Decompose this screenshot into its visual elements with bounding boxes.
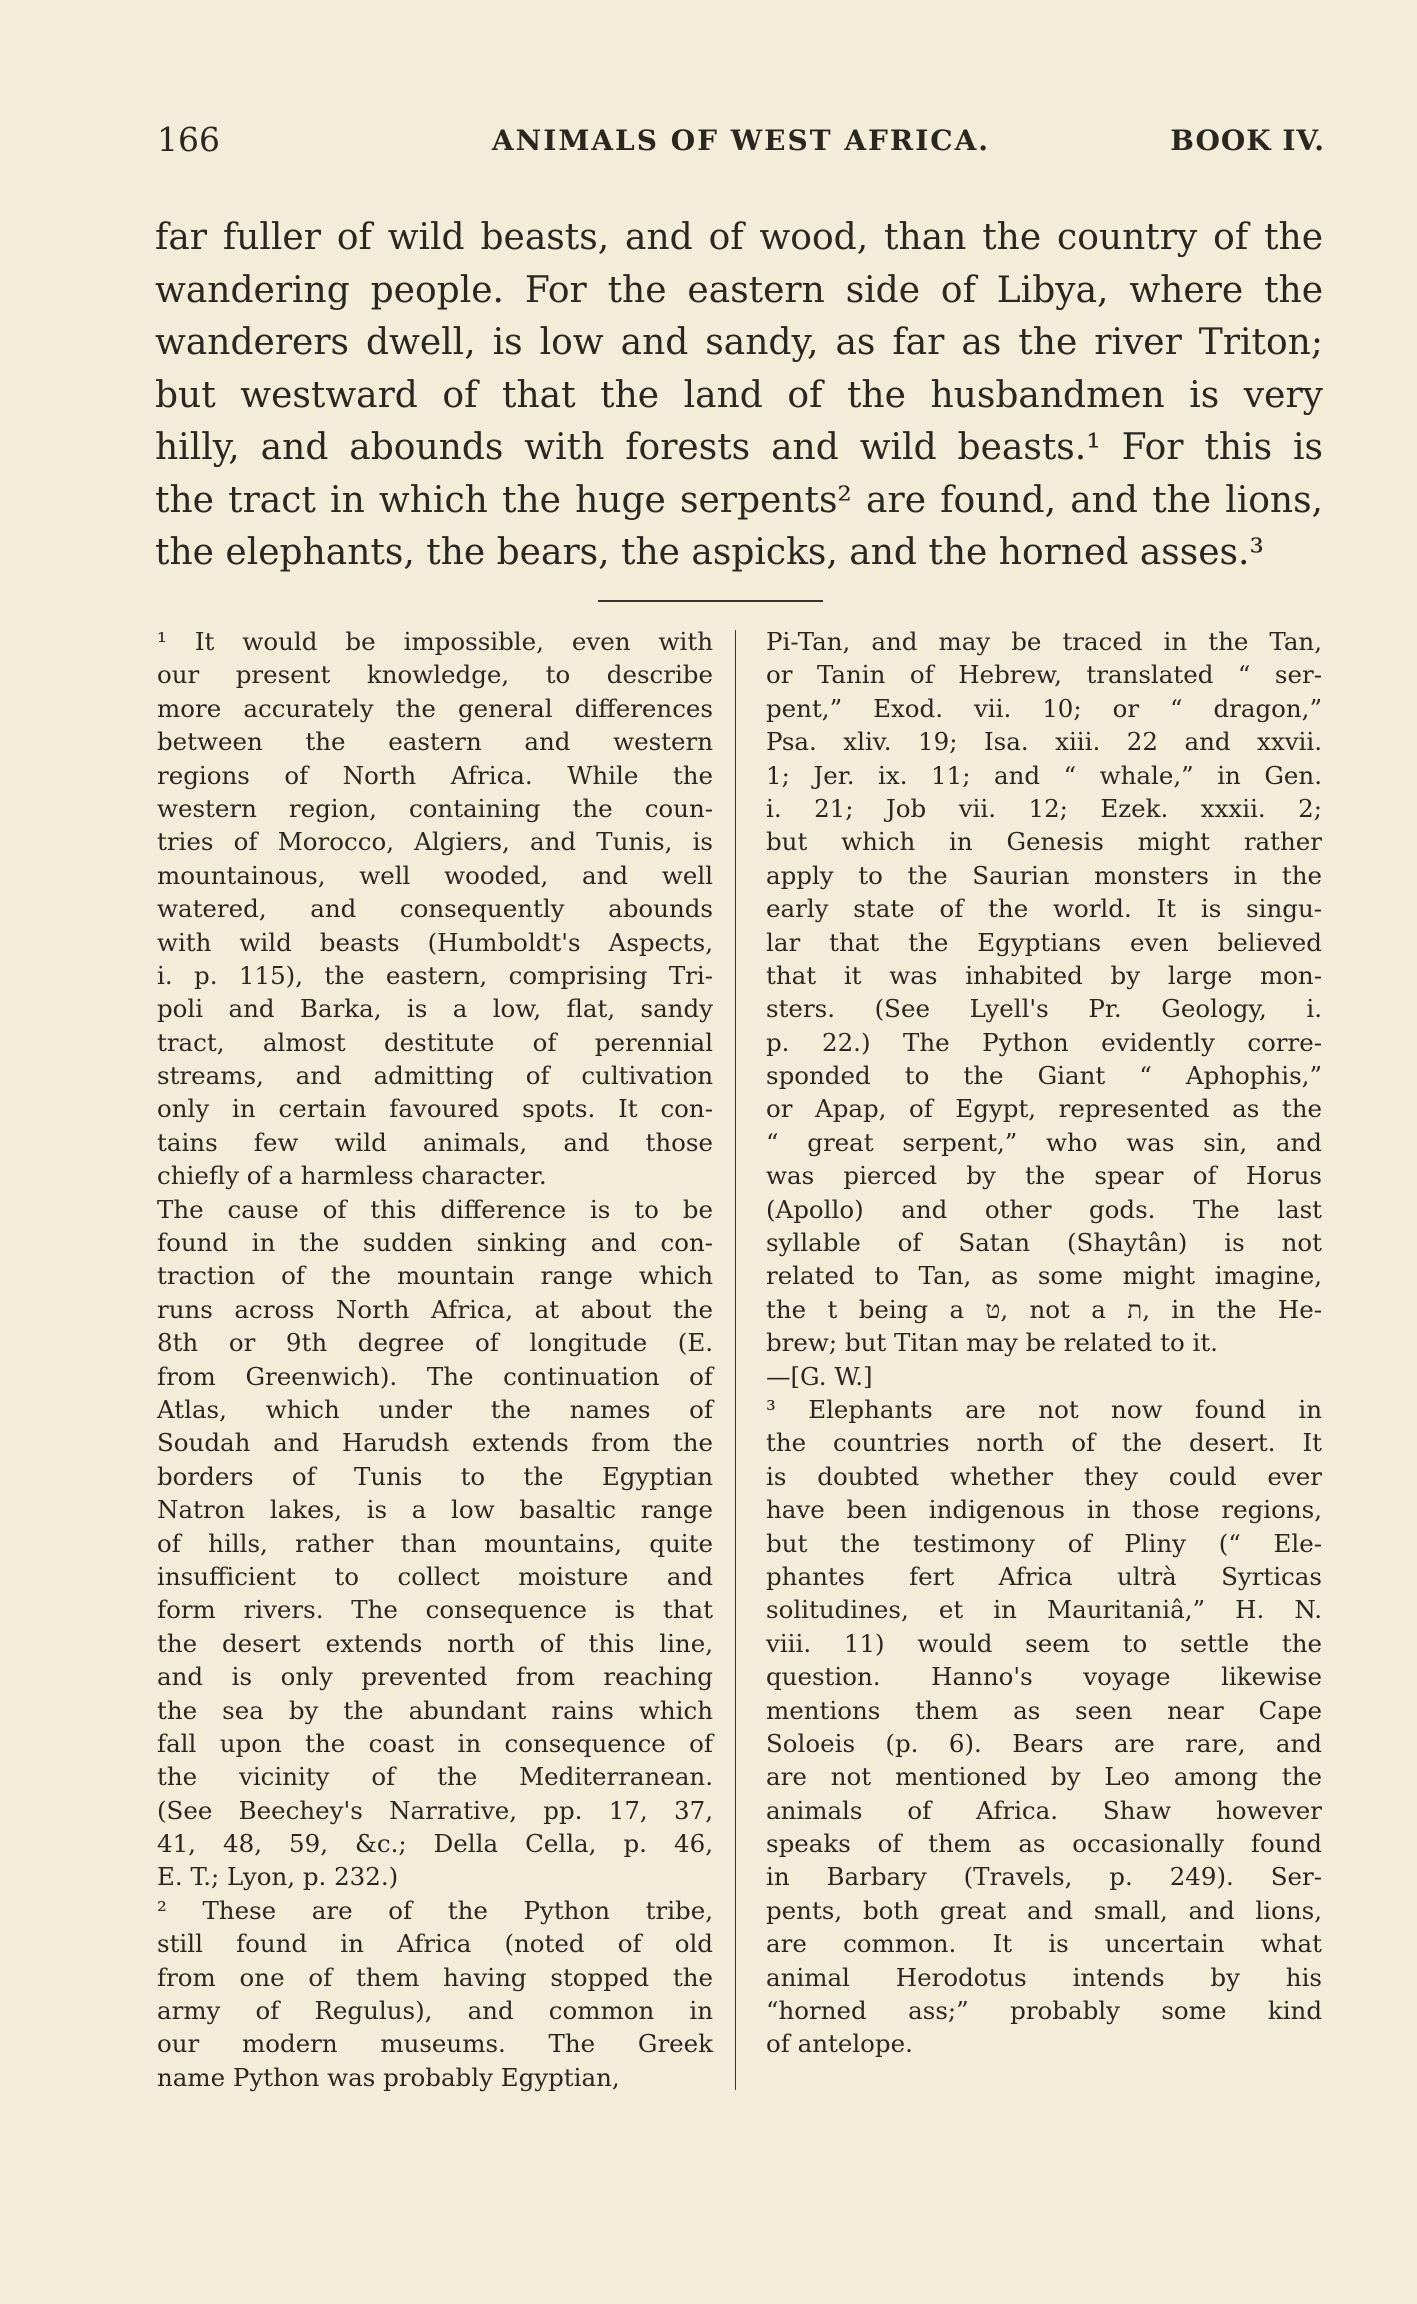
footnote-line: related to Tan, as some might imagine,	[766, 1261, 1322, 1291]
footnote-line: from Greenwich). The continuation of	[157, 1361, 713, 1391]
page-number: 166	[157, 120, 220, 159]
footnote-line: watered, and consequently abounds	[157, 894, 713, 924]
footnote-line: syllable of Satan (Shaytân) is not	[766, 1228, 1322, 1258]
footnote-line: western region, containing the coun-	[157, 793, 713, 823]
footnote-line: mountainous, well wooded, and well	[157, 860, 713, 890]
footnote-column-right	[766, 625, 1322, 2061]
footnote-line: E. T.; Lyon, p. 232.)	[157, 1862, 399, 1892]
footnote-line: viii. 11) would seem to settle the	[766, 1628, 1322, 1658]
footnote-line: “ great serpent,” who was sin, and	[766, 1127, 1322, 1157]
footnote-line: in Barbary (Travels, p. 249). Ser-	[766, 1862, 1322, 1892]
footnote-line: phantes fert Africa ultrà Syrticas	[766, 1561, 1322, 1591]
footnote-line: are common. It is uncertain what	[766, 1929, 1322, 1959]
footnote-line: but which in Genesis might rather	[766, 827, 1322, 857]
footnote-line: poli and Barka, is a low, flat, sandy	[157, 994, 713, 1024]
footnote-line: sters. (See Lyell's Pr. Geology, i.	[766, 994, 1322, 1024]
footnote-line: are not mentioned by Leo among the	[766, 1762, 1322, 1792]
footnote-line: The cause of this difference is to be	[157, 1194, 713, 1224]
footnote-line: the vicinity of the Mediterranean.	[157, 1762, 713, 1792]
footnote-line: tract, almost destitute of perennial	[157, 1027, 713, 1057]
footnote-line: Pi-Tan, and may be traced in the Tan,	[766, 627, 1322, 656]
running-header	[157, 120, 1325, 170]
footnote-line: the sea by the abundant rains which	[157, 1695, 713, 1725]
footnote-line: i. p. 115), the eastern, comprising Tri-	[157, 960, 713, 990]
book-label: BOOK IV.	[1170, 124, 1325, 157]
main-text-line: hilly, and abounds with forests and wild beasts.¹ For this is	[155, 427, 1323, 468]
footnote-line: or Apap, of Egypt, represented as the	[766, 1094, 1322, 1124]
footnote-line: p. 22.) The Python evidently corre-	[766, 1027, 1322, 1057]
footnote-line: the desert extends north of this line,	[157, 1628, 713, 1658]
footnote-line: and is only prevented from reaching	[157, 1662, 713, 1692]
footnote-line: name Python was probably Egyptian,	[157, 2062, 620, 2092]
footnote-line: found in the sudden sinking and con-	[157, 1228, 713, 1258]
footnote-line: our present knowledge, to describe	[157, 660, 713, 690]
footnote-line: ¹ It would be impossible, even with	[157, 627, 713, 656]
footnote-line: have been indigenous in those regions,	[766, 1495, 1322, 1525]
footnote-line: ² These are of the Python tribe,	[157, 1895, 713, 1925]
footnote-line: apply to the Saurian monsters in the	[766, 860, 1322, 890]
footnote-column-left	[157, 625, 713, 2094]
footnote-line: Natron lakes, is a low basaltic range	[157, 1495, 713, 1525]
footnote-line: —[G. W.]	[766, 1361, 873, 1391]
footnote-line: pents, both great and small, and lions,	[766, 1895, 1322, 1925]
main-text-line: wandering people. For the eastern side of Libya, where the	[155, 269, 1323, 311]
footnote-line: that it was inhabited by large mon-	[766, 960, 1322, 990]
footnote-line: chiefly of a harmless character.	[157, 1161, 547, 1191]
footnote-line: more accurately the general differences	[157, 693, 713, 723]
footnote-line: between the eastern and western	[157, 727, 713, 757]
footnote-line: fall upon the coast in consequence of	[157, 1728, 713, 1758]
footnote-line: sponded to the Giant “ Aphophis,”	[766, 1061, 1322, 1091]
footnote-line: with wild beasts (Humboldt's Aspects,	[157, 927, 713, 957]
main-text-line: but westward of that the land of the husbandmen is very	[155, 374, 1323, 416]
footnote-line: army of Regulus), and common in	[157, 1996, 713, 2026]
footnote-line: question. Hanno's voyage likewise	[766, 1662, 1322, 1692]
footnote-line: tries of Morocco, Algiers, and Tunis, is	[157, 827, 713, 857]
footnote-line: borders of Tunis to the Egyptian	[157, 1461, 713, 1491]
footnote-line: early state of the world. It is singu-	[766, 894, 1322, 924]
footnote-line: Soudah and Harudsh extends from the	[157, 1428, 713, 1458]
footnote-line: i. 21; Job vii. 12; Ezek. xxxii. 2;	[766, 793, 1322, 823]
footnote-line: 1; Jer. ix. 11; and “ whale,” in Gen.	[766, 760, 1322, 790]
footnote-line: our modern museums. The Greek	[157, 2029, 713, 2059]
footnote-line: the countries north of the desert. It	[766, 1428, 1322, 1458]
footnote-line: only in certain favoured spots. It con-	[157, 1094, 713, 1124]
footnote-line: ³ Elephants are not now found in	[766, 1394, 1322, 1424]
footnote-line: of antelope.	[766, 2029, 913, 2059]
footnote-line: runs across North Africa, at about the	[157, 1294, 713, 1324]
main-text-line: the elephants, the bears, the aspicks, and the horned asses.³	[155, 532, 1264, 573]
running-title: ANIMALS OF WEST AFRICA.	[491, 124, 991, 157]
column-divider	[735, 630, 736, 2090]
footnote-line: brew; but Titan may be related to it.	[766, 1328, 1218, 1358]
main-text-line: far fuller of wild beasts, and of wood, than the country of the	[155, 217, 1323, 258]
footnote-line: speaks of them as occasionally found	[766, 1829, 1322, 1859]
footnote-line: still found in Africa (noted of old	[157, 1929, 713, 1959]
footnote-line: 41, 48, 59, &c.; Della Cella, p. 46,	[157, 1829, 713, 1859]
footnote-line: insufficient to collect moisture and	[157, 1561, 713, 1591]
footnote-line: form rivers. The consequence is that	[157, 1595, 713, 1625]
footnote-line: animals of Africa. Shaw however	[766, 1795, 1322, 1825]
footnote-line: lar that the Egyptians even believed	[766, 927, 1322, 957]
footnote-rule	[598, 600, 823, 602]
footnote-line: traction of the mountain range which	[157, 1261, 713, 1291]
footnote-line: solitudines, et in Mauritaniâ,” H. N.	[766, 1595, 1322, 1625]
footnote-line: but the testimony of Pliny (“ Ele-	[766, 1528, 1322, 1558]
footnote-line: Soloeis (p. 6). Bears are rare, and	[766, 1728, 1322, 1758]
footnote-line: from one of them having stopped the	[157, 1962, 713, 1992]
footnote-line: or Tanin of Hebrew, translated “ ser-	[766, 660, 1322, 690]
footnote-line: mentions them as seen near Cape	[766, 1695, 1322, 1725]
footnote-line: of hills, rather than mountains, quite	[157, 1528, 713, 1558]
main-text	[155, 212, 1323, 580]
footnote-line: tains few wild animals, and those	[157, 1127, 713, 1157]
main-text-line: wanderers dwell, is low and sandy, as far as the river Triton;	[155, 322, 1323, 363]
footnote-line: Atlas, which under the names of	[157, 1394, 713, 1424]
footnote-line: was pierced by the spear of Horus	[766, 1161, 1322, 1191]
footnote-line: the t being a ט, not a ת, in the He-	[766, 1294, 1322, 1324]
footnote-line: animal Herodotus intends by his	[766, 1962, 1322, 1992]
footnote-line: (See Beechey's Narrative, pp. 17, 37,	[157, 1795, 713, 1825]
footnote-line: 8th or 9th degree of longitude (E.	[157, 1328, 713, 1358]
footnote-line: pent,” Exod. vii. 10; or “ dragon,”	[766, 693, 1322, 723]
footnote-line: streams, and admitting of cultivation	[157, 1061, 713, 1091]
footnote-line: (Apollo) and other gods. The last	[766, 1194, 1322, 1224]
footnote-line: regions of North Africa. While the	[157, 760, 713, 790]
main-text-line: the tract in which the huge serpents² are found, and the lions,	[155, 479, 1323, 521]
footnote-line: is doubted whether they could ever	[766, 1461, 1322, 1491]
footnote-line: Psa. xliv. 19; Isa. xiii. 22 and xxvii.	[766, 727, 1322, 757]
footnote-line: “horned ass;” probably some kind	[766, 1996, 1322, 2026]
